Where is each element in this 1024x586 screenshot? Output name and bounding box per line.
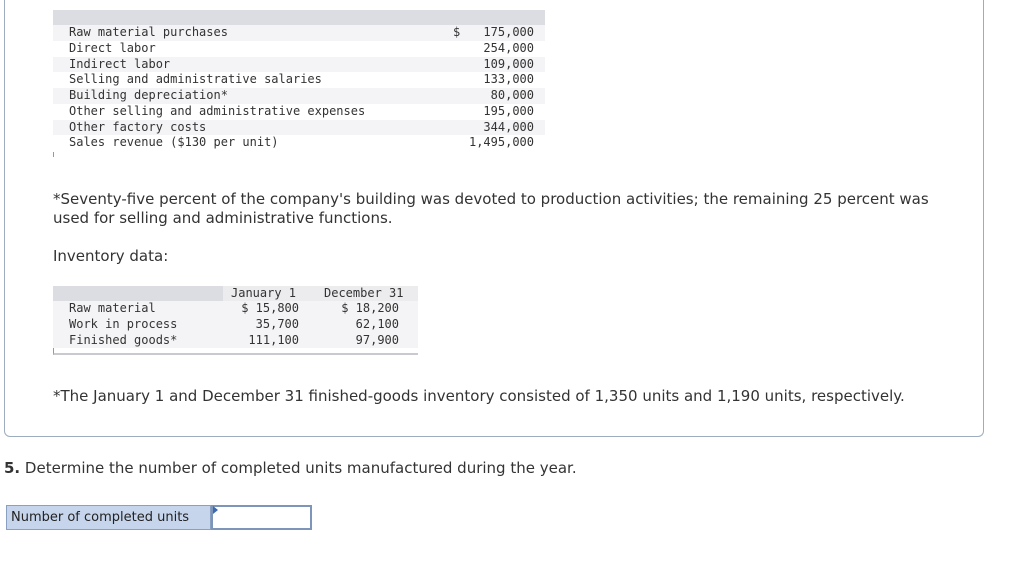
table-row xyxy=(53,57,545,73)
cost-data-table xyxy=(53,10,545,157)
row-label: Direct labor xyxy=(69,40,156,55)
row-label: Finished goods* xyxy=(69,332,178,347)
finished-goods-footnote: *The January 1 and December 31 finished-goods inventory consisted of 1,350 units and 1,190 units, respectively. xyxy=(53,387,905,405)
table-row xyxy=(53,88,545,104)
table-header-bar xyxy=(53,10,545,25)
table-footer xyxy=(53,348,418,355)
table-row xyxy=(53,41,545,57)
column-header-january: January 1 xyxy=(231,286,297,300)
row-label: Building depreciation* xyxy=(69,88,228,102)
row-amount: 80,000 xyxy=(490,88,534,102)
inventory-table xyxy=(53,286,418,355)
table-row xyxy=(53,135,545,151)
question-prompt xyxy=(4,459,577,477)
row-label: Indirect labor xyxy=(69,56,171,71)
answer-label: Number of completed units xyxy=(6,505,211,530)
row-amount: 195,000 xyxy=(483,103,534,118)
table-footer xyxy=(53,152,545,157)
row-label: Sales revenue ($130 per unit) xyxy=(69,135,279,150)
table-row xyxy=(53,333,418,349)
table-row xyxy=(53,72,545,88)
row-label: Other selling and administrative expenses xyxy=(69,103,366,118)
jan-value: 111,100 xyxy=(248,332,299,347)
table-row xyxy=(53,25,545,41)
question-number: 5. xyxy=(4,459,21,477)
table-row xyxy=(53,317,418,333)
row-amount: 344,000 xyxy=(483,119,534,134)
question-text: Determine the number of completed units manufactured during the year. xyxy=(20,459,577,477)
answer-row xyxy=(6,505,312,530)
dec-value: $ 18,200 xyxy=(341,301,399,315)
row-label: Raw material purchases xyxy=(69,25,228,39)
table-row xyxy=(53,104,545,120)
input-marker-icon xyxy=(213,506,218,514)
problem-panel xyxy=(4,0,984,437)
column-header-december: December 31 xyxy=(324,286,404,300)
row-amount: 175,000 xyxy=(483,25,534,39)
inventory-header-row xyxy=(53,286,418,301)
row-amount: 133,000 xyxy=(483,72,534,87)
inventory-heading: Inventory data: xyxy=(53,247,169,265)
jan-value: $ 15,800 xyxy=(241,301,299,315)
row-label: Raw material xyxy=(69,301,156,315)
dec-value: 62,100 xyxy=(355,316,399,331)
row-amount: 1,495,000 xyxy=(468,135,534,150)
row-amount: 109,000 xyxy=(483,56,534,71)
table-row xyxy=(53,301,418,317)
building-footnote: *Seventy-five percent of the company's building was devoted to production activities; the remaining 25 percent was used for selling and administrative functions. xyxy=(53,190,929,227)
table-row xyxy=(53,120,545,136)
row-label: Selling and administrative salaries xyxy=(69,72,322,87)
completed-units-input[interactable] xyxy=(211,505,312,530)
row-label: Other factory costs xyxy=(69,119,207,134)
jan-value: 35,700 xyxy=(255,316,299,331)
currency-symbol: $ xyxy=(453,25,461,39)
row-amount: 254,000 xyxy=(483,40,534,55)
row-label: Work in process xyxy=(69,316,178,331)
dec-value: 97,900 xyxy=(355,332,399,347)
